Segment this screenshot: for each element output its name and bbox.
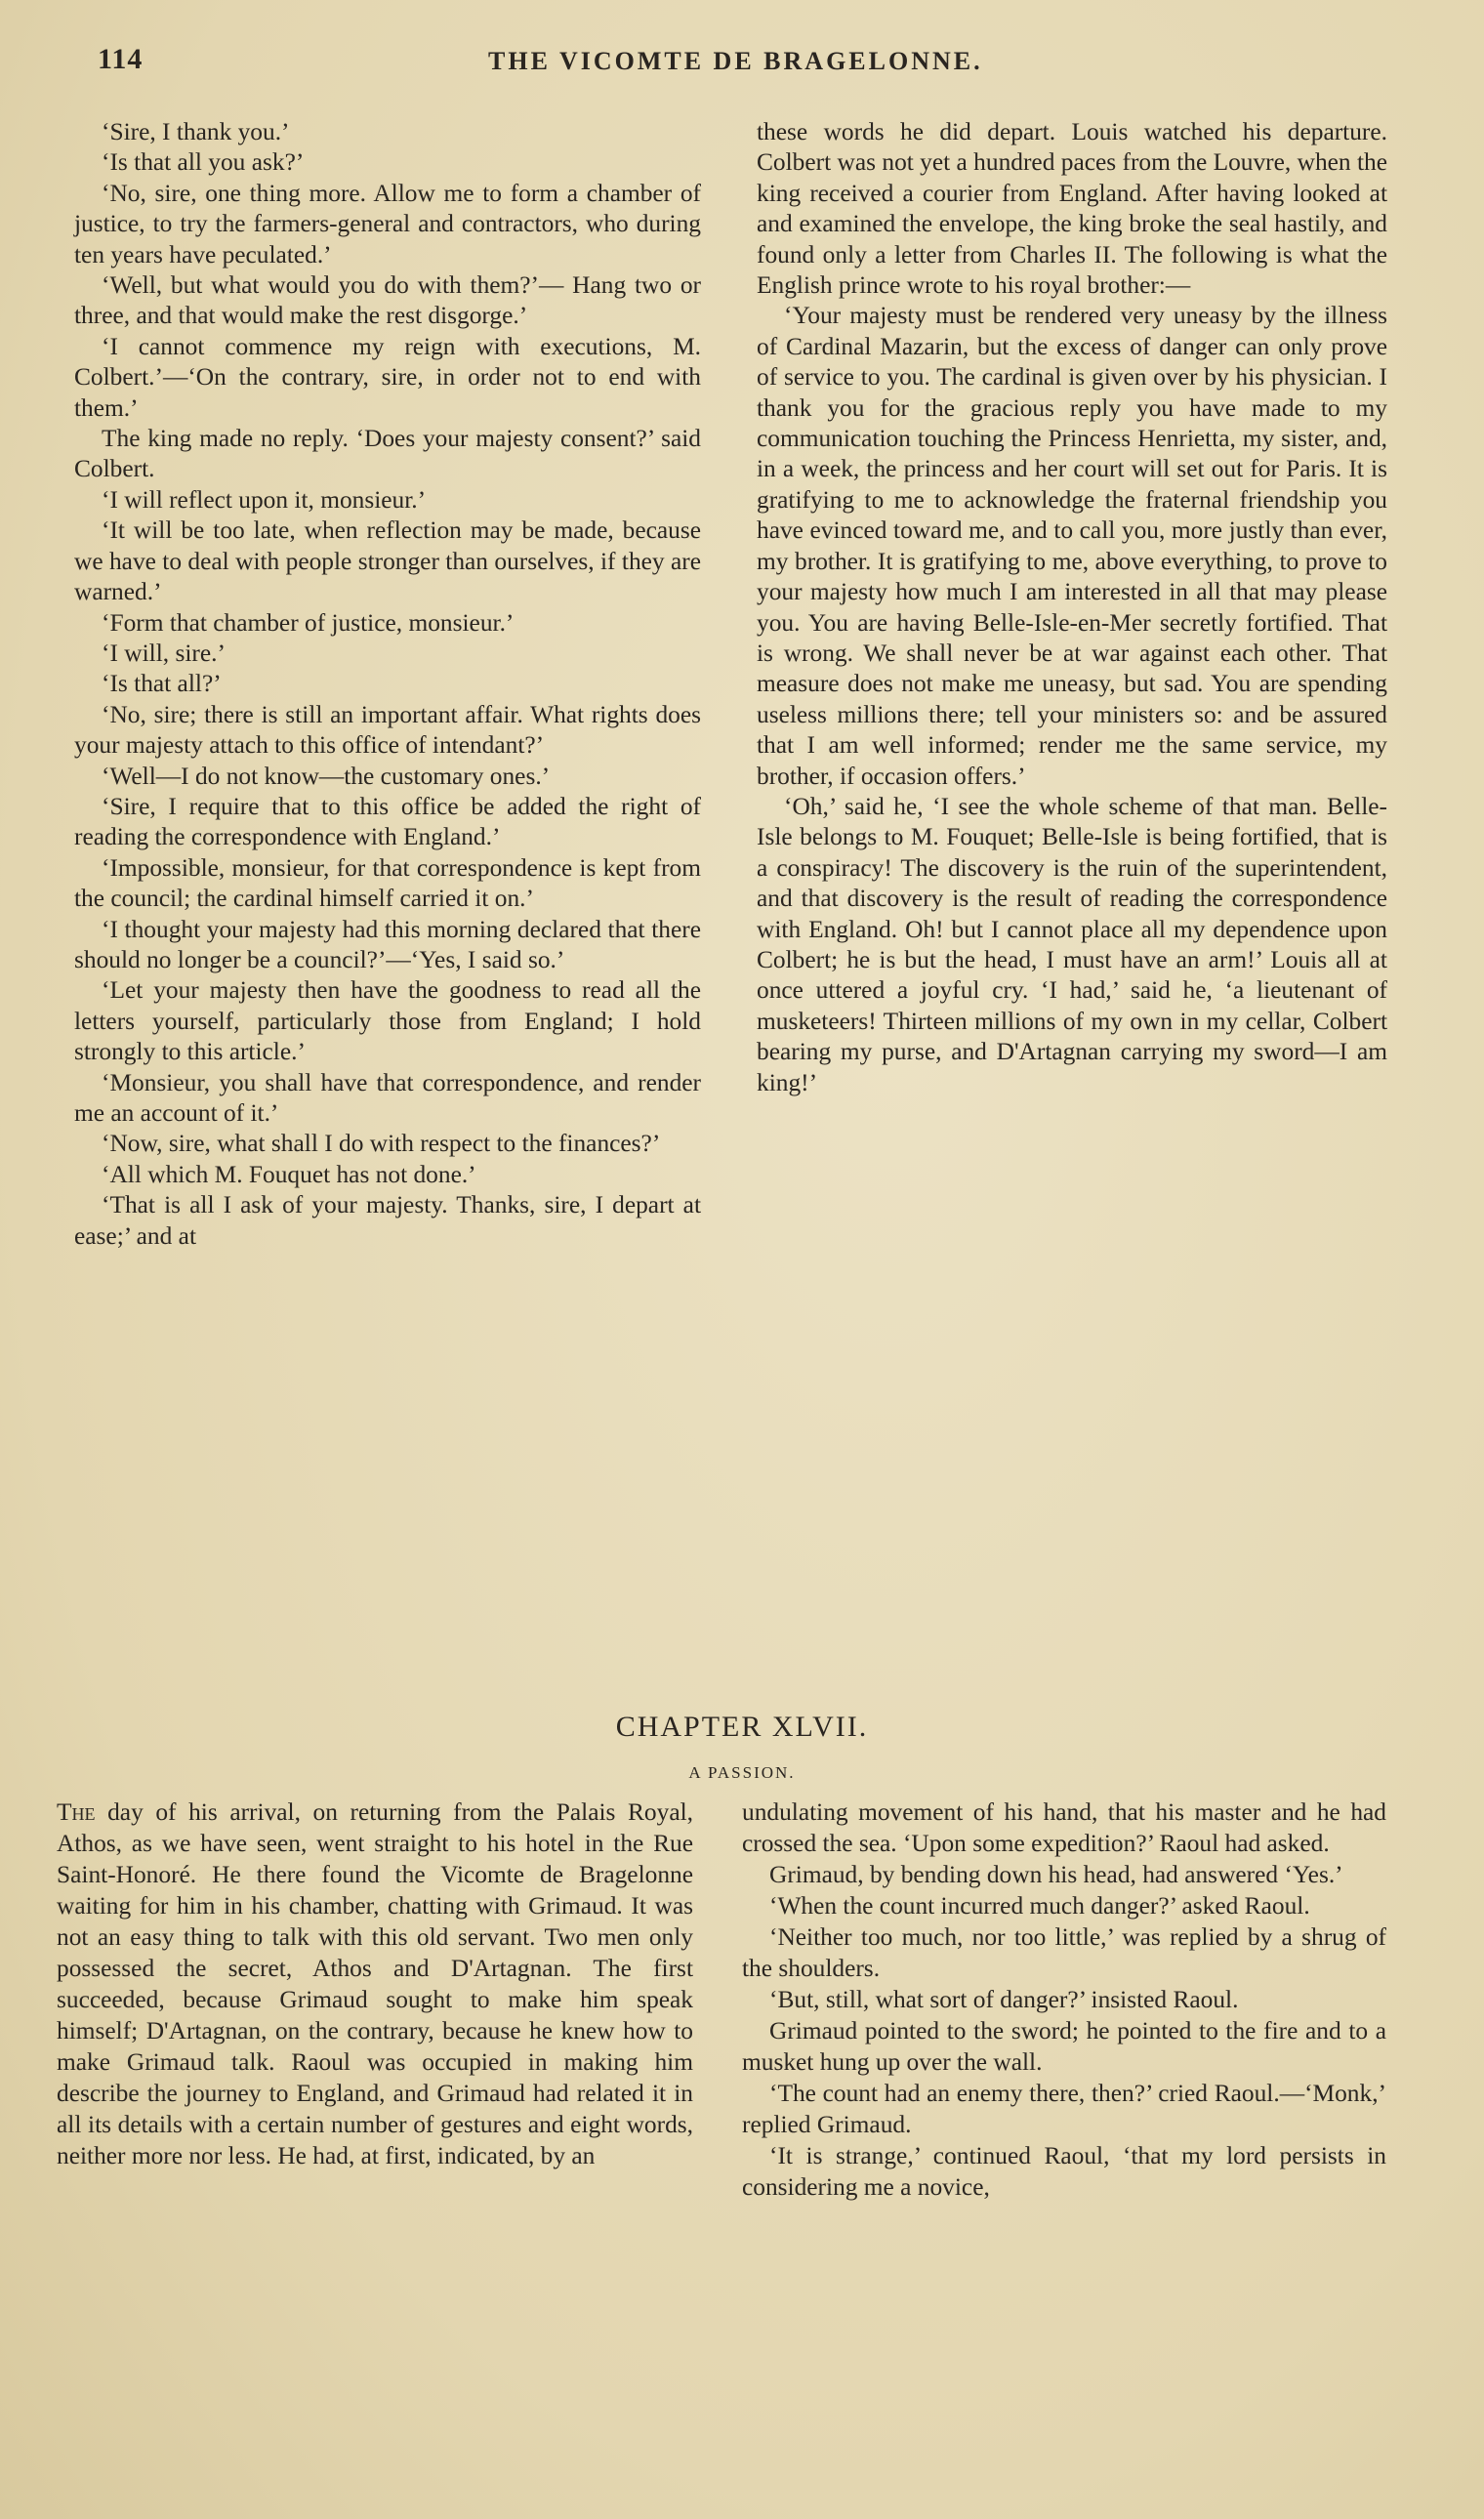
lead-word: The [57,1798,96,1826]
chapter-subtitle: A PASSION. [688,1763,796,1782]
top-right-column [757,117,1387,1098]
top-left-column [74,117,701,1252]
paragraph: Grimaud pointed to the sword; he pointed to the fire and to a musket hung up over the wall. [742,2017,1386,2076]
paragraph: ‘I will, sire.’ [102,639,226,667]
paragraph: ‘Well—I do not know—the customary ones.’ [102,762,551,790]
running-head: THE VICOMTE DE BRAGELONNE. [488,47,983,75]
paragraph: ‘I will reflect upon it, monsieur.’ [102,485,427,514]
paragraph: ‘Well, but what would you do with them?’— Hang two or three, and that would make the rest disgorge.’ [74,271,701,330]
paragraph: ‘No, sire; there is still an important affair. What rights does your majesty attach to this office of intendant?’ [74,700,701,760]
paragraph: ‘Your majesty must be rendered very uneasy by the illness of Cardinal Mazarin, but the excess of danger can only prove of service to you. The cardinal is given over by his physician. I thank you for the gracious reply you have made to my communication touching the Princess Henrietta, my sister, and, in a week, the princess and her court will set out for Paris. It is gratifying to me to acknowledge the fraternal friendship you have evinced toward me, and to call you, more justly than ever, my brother. It is gratifying to me, above everything, to prove to your majesty how much I am interested in all that may please you. You are having Belle-Isle-en-Mer secretly fortified. That is wrong. We shall never be at war against each other. That measure does not make me uneasy, but sad. You are spending useless millions there; tell your ministers so: and be assured that I am well informed; render me the same service, my brother, if occasion offers.’ [757,302,1387,790]
paragraph: ‘Sire, I require that to this office be added the right of reading the correspondence with England.’ [74,792,701,851]
paragraph: ‘Form that chamber of justice, monsieur.’ [102,608,515,637]
paragraph: ‘Monsieur, you shall have that correspondence, and render me an account of it.’ [74,1068,701,1127]
bottom-left-column [57,1796,693,2171]
paragraph-text: day of his arrival, on returning from the Palais Royal, Athos, as we have seen, went straight to his hotel in the Rue Saint-Honoré. He there found the Vicomte de Bragelonne waiting for him in his chamber, chatting with Grimaud. It was not an easy thing to talk with this old servant. Two men only possessed the secret, Athos and D'Artagnan. The first succeeded, because Grimaud sought to make him speak himself; D'Artagnan, on the contrary, because he knew how to make Grimaud talk. Raoul was occupied in making him describe the journey to England, and Grimaud had related it in all its details with a certain number of gestures and eight words, neither more nor less. He had, at first, indicated, by an [57,1798,693,2169]
paragraph: undulating movement of his hand, that his master and he had crossed the sea. ‘Upon some expedition?’ Raoul had asked. [742,1798,1386,1857]
paragraph: Grimaud, by bending down his head, had answered ‘Yes.’ [769,1861,1343,1888]
paragraph [57,1796,693,2171]
paragraph: ‘But, still, what sort of danger?’ insisted Raoul. [769,1986,1239,2013]
paragraph: ‘Impossible, monsieur, for that correspondence is kept from the council; the cardinal himself carried it on.’ [74,853,701,913]
paragraph: ‘Let your majesty then have the goodness to read all the letters yourself, particularly those from England; I hold strongly to this article.’ [74,976,701,1066]
paragraph: ‘I thought your majesty had this morning declared that there should no longer be a council?’—‘Yes, I said so.’ [74,915,701,973]
paragraph: The king made no reply. ‘Does your majesty consent?’ said Colbert. [74,425,701,483]
paragraph: ‘When the count incurred much danger?’ asked Raoul. [769,1892,1310,1920]
bottom-right-column [742,1796,1386,2203]
paragraph: ‘All which M. Fouquet has not done.’ [102,1160,476,1188]
chapter-title: CHAPTER XLVII. [615,1711,869,1743]
paragraph: ‘Is that all?’ [102,670,222,698]
paragraph: ‘The count had an enemy there, then?’ cried Raoul.—‘Monk,’ replied Grimaud. [742,2080,1386,2138]
paragraph: ‘No, sire, one thing more. Allow me to form a chamber of justice, to try the farmers-general and contractors, who during ten years have peculated.’ [74,179,701,268]
paragraph: ‘Now, sire, what shall I do with respect to the finances?’ [102,1130,661,1158]
paragraph: ‘Oh,’ said he, ‘I see the whole scheme of that man. Belle-Isle belongs to M. Fouquet; Belle-Isle is being fortified, that is a conspiracy! The discovery is the ruin of the superintendent, and that discovery is the result of reading the correspondence with England. Oh! but I cannot place all my dependence upon Colbert; he is but the head, I must have an arm!’ Louis all at once uttered a joyful cry. ‘I had,’ said he, ‘a lieutenant of musketeers! Thirteen millions of my own in my cellar, Colbert bearing my purse, and D'Artagnan carrying my sword—I am king!’ [757,792,1387,1096]
paragraph: ‘It will be too late, when reflection may be made, because we have to deal with people stronger than ourselves, if they are warned.’ [74,516,701,606]
paragraph: ‘That is all I ask of your majesty. Thanks, sire, I depart at ease;’ and at [74,1191,701,1250]
paragraph: ‘It is strange,’ continued Raoul, ‘that my lord persists in considering me a novice, [742,2142,1386,2201]
paragraph: ‘I cannot commence my reign with executions, M. Colbert.’—‘On the contrary, sire, in order not to end with them.’ [74,332,701,422]
paragraph: ‘Neither too much, nor too little,’ was replied by a shrug of the shoulders. [742,1923,1386,1982]
paragraph: ‘Is that all you ask?’ [102,148,305,177]
page-number: 114 [98,43,144,75]
paragraph: ‘Sire, I thank you.’ [102,118,290,145]
paragraph: these words he did depart. Louis watched his departure. Colbert was not yet a hundred paces from the Louvre, when the king received a courier from England. After having looked at and examined the envelope, the king broke the seal hastily, and found only a letter from Charles II. The following is what the English prince wrote to his royal brother:— [757,118,1387,300]
